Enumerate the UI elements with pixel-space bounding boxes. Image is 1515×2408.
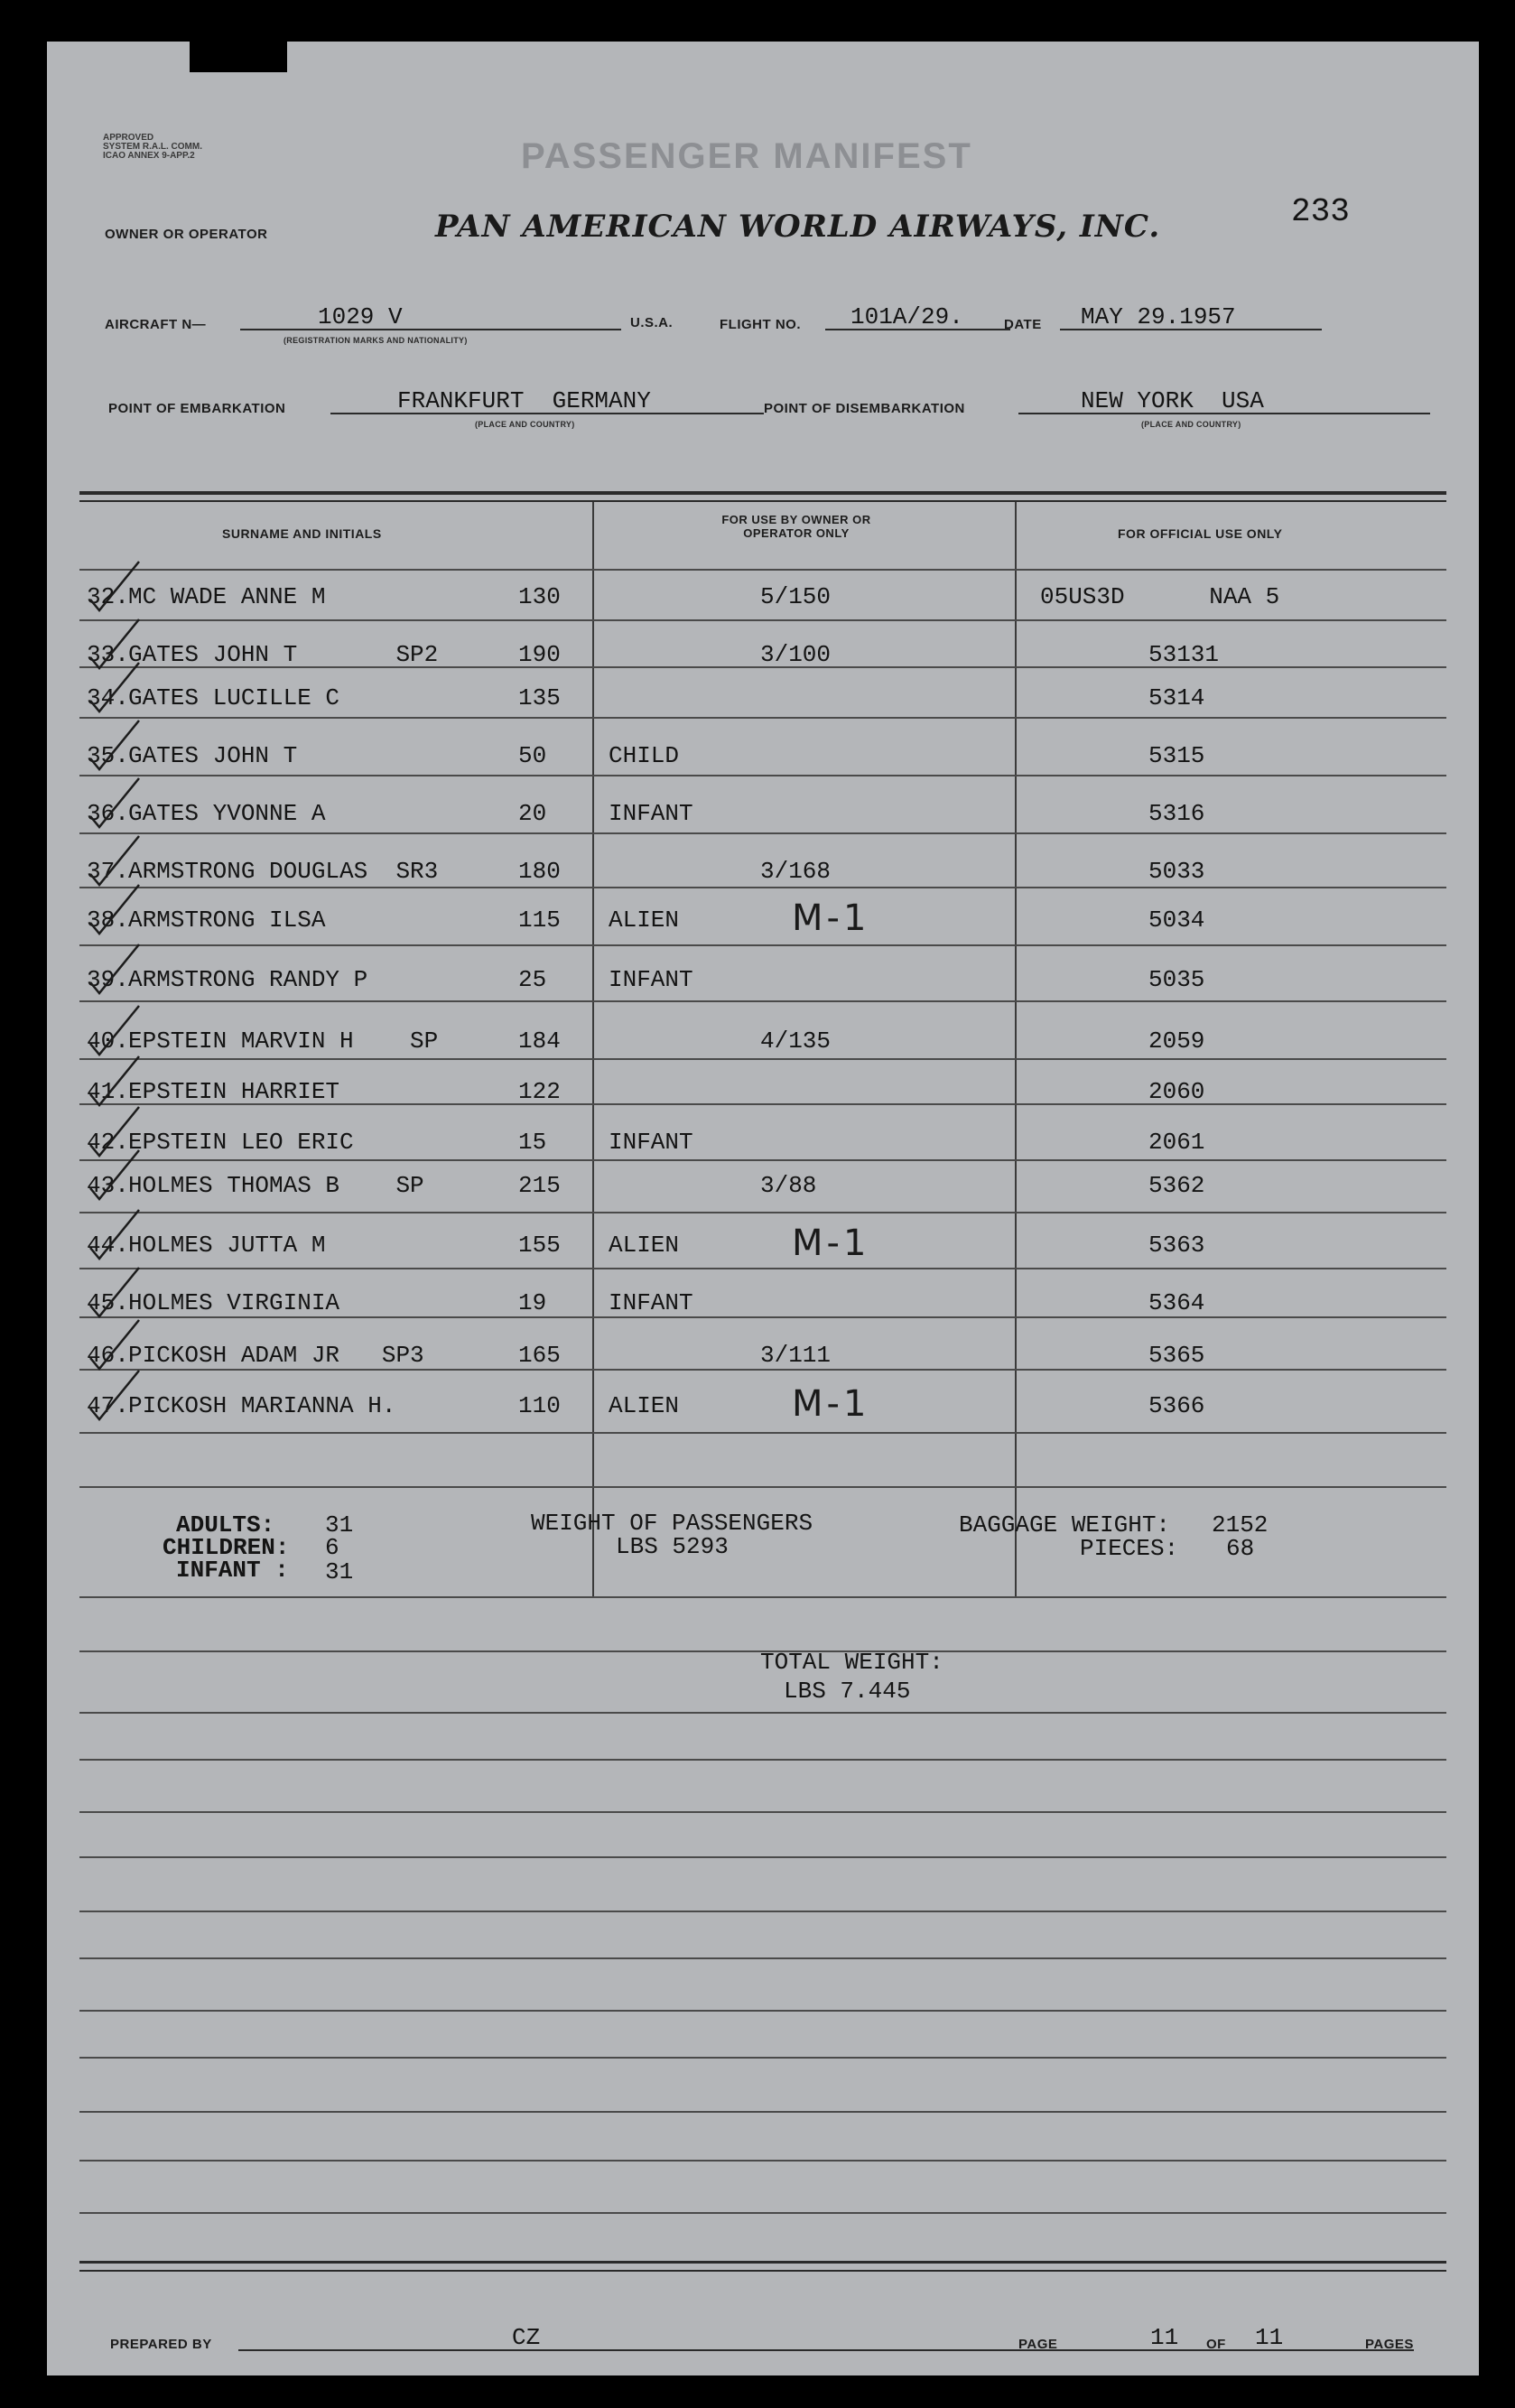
- table-rule: [79, 887, 1446, 888]
- passenger-weight: 20: [518, 800, 547, 827]
- official-code: 05US3D NAA 5: [1040, 583, 1280, 610]
- passenger-name: HOLMES JUTTA M: [128, 1232, 326, 1259]
- passenger-weight: 190: [518, 641, 561, 668]
- passenger-name: HOLMES THOMAS B SP: [128, 1172, 424, 1199]
- official-code: 5364: [1148, 1289, 1205, 1316]
- passenger-weight: 130: [518, 583, 561, 610]
- passenger-category: ALIEN: [609, 906, 680, 934]
- adults-value: 31: [325, 1511, 354, 1539]
- passenger-weight: 25: [518, 966, 547, 993]
- pages-label: PAGES: [1365, 2337, 1414, 2352]
- passenger-weight: 110: [518, 1392, 561, 1419]
- passenger-name: GATES JOHN T: [128, 742, 298, 769]
- pieces-value: 68: [1226, 1535, 1255, 1562]
- baggage-value: 2152: [1212, 1511, 1269, 1539]
- row-number: 34.: [87, 684, 129, 711]
- col-official-use: FOR OFFICIAL USE ONLY: [1118, 526, 1283, 541]
- embark-label: POINT OF EMBARKATION: [108, 401, 286, 416]
- official-code: 2061: [1148, 1129, 1205, 1156]
- binder-tab: [190, 42, 287, 72]
- checkmark-icon: [83, 556, 146, 619]
- table-rule: [79, 944, 1446, 946]
- blank-line: [79, 1911, 1446, 1912]
- passenger-name: PICKOSH MARIANNA H.: [128, 1392, 396, 1419]
- checkmark-icon: [83, 715, 146, 778]
- aircraft-value: 1029 V: [318, 303, 403, 330]
- blank-line: [79, 1759, 1446, 1761]
- passenger-name: EPSTEIN MARVIN H SP: [128, 1027, 439, 1055]
- date-value: MAY 29.1957: [1081, 303, 1236, 330]
- approval-line: SYSTEM R.A.L. COMM.: [103, 142, 202, 152]
- baggage-count: 3/111: [760, 1342, 832, 1369]
- manifest-sheet: [47, 42, 1479, 2375]
- handwritten-note: M-1: [792, 1223, 870, 1264]
- page-value: 11: [1150, 2324, 1179, 2351]
- official-code: 2060: [1148, 1078, 1205, 1105]
- passenger-name: HOLMES VIRGINIA: [128, 1289, 340, 1316]
- checkmark-icon: [83, 939, 146, 1002]
- table-rule: [79, 1316, 1446, 1318]
- embark-caption: (PLACE AND COUNTRY): [475, 420, 575, 429]
- table-rule: [79, 1212, 1446, 1213]
- passenger-name: ARMSTRONG ILSA: [128, 906, 326, 934]
- passenger-category: INFANT: [609, 1289, 693, 1316]
- disembark-caption: (PLACE AND COUNTRY): [1141, 420, 1241, 429]
- approval-stamp: [103, 134, 202, 161]
- of-label: OF: [1206, 2337, 1226, 2352]
- table-rule: [79, 1058, 1446, 1060]
- total-weight-value: LBS 7.445: [784, 1678, 911, 1705]
- usa-label: U.S.A.: [630, 315, 674, 330]
- passenger-weight: 180: [518, 858, 561, 885]
- blank-line: [79, 2160, 1446, 2162]
- weight-label: WEIGHT OF PASSENGERS: [531, 1510, 813, 1537]
- pieces-label: PIECES:: [1080, 1535, 1179, 1562]
- checkmark-icon: [83, 1204, 146, 1268]
- table-rule: [79, 1486, 1446, 1488]
- aircraft-caption: (REGISTRATION MARKS AND NATIONALITY): [283, 336, 468, 345]
- weight-value: LBS 5293: [616, 1533, 729, 1560]
- owner-value: PAN AMERICAN WORLD AIRWAYS, INC.: [435, 209, 1161, 245]
- passenger-weight: 15: [518, 1129, 547, 1156]
- official-code: 53131: [1148, 641, 1220, 668]
- table-rule: [79, 1000, 1446, 1002]
- form-title: PASSENGER MANIFEST: [521, 136, 972, 176]
- table-rule: [79, 717, 1446, 719]
- passenger-weight: 135: [518, 684, 561, 711]
- table-rule: [79, 832, 1446, 834]
- passenger-weight: 122: [518, 1078, 561, 1105]
- blank-line: [79, 1811, 1446, 1813]
- passenger-name: ARMSTRONG RANDY P: [128, 966, 368, 993]
- blank-line: [79, 1856, 1446, 1858]
- blank-line: [79, 2057, 1446, 2059]
- embark-value: FRANKFURT GERMANY: [397, 387, 651, 414]
- row-number: 44.: [87, 1232, 129, 1259]
- passenger-category: ALIEN: [609, 1392, 680, 1419]
- baggage-label: BAGGAGE WEIGHT:: [959, 1511, 1171, 1539]
- checkmark-icon: [83, 1145, 146, 1208]
- baggage-count: 3/168: [760, 858, 832, 885]
- blank-line: [79, 1957, 1446, 1959]
- col-surname: SURNAME AND INITIALS: [222, 526, 382, 541]
- row-number: 39.: [87, 966, 129, 993]
- passenger-name: ARMSTRONG DOUGLAS SR3: [128, 858, 439, 885]
- table-rule: [79, 619, 1446, 621]
- row-number: 47.: [87, 1392, 129, 1419]
- row-number: 46.: [87, 1342, 129, 1369]
- passenger-category: INFANT: [609, 1129, 693, 1156]
- checkmark-icon: [83, 657, 146, 721]
- row-number: 37.: [87, 858, 129, 885]
- row-number: 45.: [87, 1289, 129, 1316]
- infant-label: INFANT :: [176, 1557, 289, 1584]
- official-code: 5366: [1148, 1392, 1205, 1419]
- passenger-name: GATES LUCILLE C: [128, 684, 340, 711]
- official-code: 5362: [1148, 1172, 1205, 1199]
- official-code: 5035: [1148, 966, 1205, 993]
- row-number: 43.: [87, 1172, 129, 1199]
- of-value: 11: [1255, 2324, 1284, 2351]
- children-value: 6: [325, 1534, 339, 1561]
- passenger-name: GATES YVONNE A: [128, 800, 326, 827]
- page-label: PAGE: [1018, 2337, 1058, 2352]
- date-label: DATE: [1004, 317, 1042, 332]
- page-stamp: 233: [1291, 193, 1350, 230]
- table-rule: [79, 1432, 1446, 1434]
- baggage-count: 5/150: [760, 583, 832, 610]
- passenger-weight: 215: [518, 1172, 561, 1199]
- row-number: 32.: [87, 583, 129, 610]
- prepared-value: CZ: [512, 2324, 541, 2351]
- aircraft-label: AIRCRAFT N—: [105, 317, 207, 332]
- official-code: 2059: [1148, 1027, 1205, 1055]
- passenger-name: MC WADE ANNE M: [128, 583, 326, 610]
- passenger-category: INFANT: [609, 800, 693, 827]
- passenger-weight: 50: [518, 742, 547, 769]
- table-rule: [79, 775, 1446, 776]
- approval-line: ICAO ANNEX 9-APP.2: [103, 151, 195, 161]
- official-code: 5034: [1148, 906, 1205, 934]
- handwritten-note: M-1: [792, 897, 870, 939]
- passenger-weight: 165: [518, 1342, 561, 1369]
- checkmark-icon: [83, 773, 146, 836]
- blank-line: [79, 2010, 1446, 2012]
- table-rule: [79, 1596, 1446, 1598]
- official-code: 5365: [1148, 1342, 1205, 1369]
- col-owner-use: FOR USE BY OWNER OR OPERATOR ONLY: [721, 513, 871, 540]
- official-code: 5363: [1148, 1232, 1205, 1259]
- disembark-value: NEW YORK USA: [1081, 387, 1264, 414]
- flight-value: 101A/29.: [850, 303, 963, 330]
- official-code: 5033: [1148, 858, 1205, 885]
- row-number: 41.: [87, 1078, 129, 1105]
- passenger-category: INFANT: [609, 966, 693, 993]
- row-number: 36.: [87, 800, 129, 827]
- passenger-name: EPSTEIN LEO ERIC: [128, 1129, 354, 1156]
- passenger-category: ALIEN: [609, 1232, 680, 1259]
- baggage-count: 3/100: [760, 641, 832, 668]
- prepared-label: PREPARED BY: [110, 2337, 212, 2352]
- blank-line: [79, 2111, 1446, 2113]
- table-rule: [79, 1268, 1446, 1269]
- row-number: 33.: [87, 641, 129, 668]
- row-number: 40.: [87, 1027, 129, 1055]
- table-rule: [79, 1159, 1446, 1161]
- children-label: CHILDREN:: [163, 1534, 290, 1561]
- blank-line: [79, 1712, 1446, 1714]
- passenger-weight: 19: [518, 1289, 547, 1316]
- infant-value: 31: [325, 1558, 354, 1585]
- passenger-weight: 184: [518, 1027, 561, 1055]
- checkmark-icon: [83, 1365, 146, 1428]
- official-code: 5315: [1148, 742, 1205, 769]
- table-rule: [79, 1369, 1446, 1371]
- passenger-name: PICKOSH ADAM JR SP3: [128, 1342, 424, 1369]
- checkmark-icon: [83, 879, 146, 943]
- row-number: 42.: [87, 1129, 129, 1156]
- passenger-category: CHILD: [609, 742, 680, 769]
- total-weight-label: TOTAL WEIGHT:: [760, 1649, 943, 1676]
- row-number: 35.: [87, 742, 129, 769]
- owner-label: OWNER OR OPERATOR: [105, 227, 268, 242]
- official-code: 5314: [1148, 684, 1205, 711]
- passenger-name: GATES JOHN T SP2: [128, 641, 439, 668]
- disembark-label: POINT OF DISEMBARKATION: [764, 401, 965, 416]
- adults-label: ADULTS:: [176, 1511, 275, 1539]
- flight-label: FLIGHT NO.: [720, 317, 801, 332]
- row-number: 38.: [87, 906, 129, 934]
- passenger-weight: 155: [518, 1232, 561, 1259]
- official-code: 5316: [1148, 800, 1205, 827]
- blank-line: [79, 2212, 1446, 2214]
- handwritten-note: M-1: [792, 1383, 870, 1425]
- baggage-count: 4/135: [760, 1027, 832, 1055]
- approval-line: APPROVED: [103, 133, 154, 143]
- passenger-weight: 115: [518, 906, 561, 934]
- passenger-name: EPSTEIN HARRIET: [128, 1078, 340, 1105]
- baggage-count: 3/88: [760, 1172, 817, 1199]
